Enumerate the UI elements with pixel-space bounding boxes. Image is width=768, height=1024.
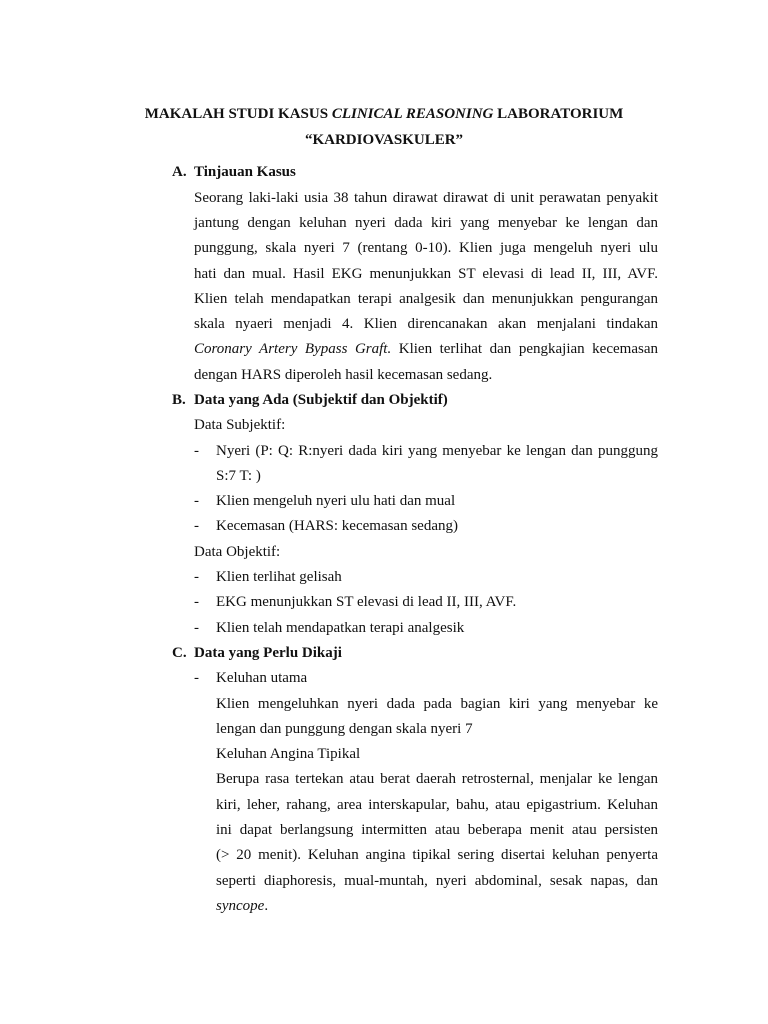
list-dash: - bbox=[194, 620, 199, 636]
angina-italic-term: syncope bbox=[216, 898, 265, 914]
section-c-heading: Data yang Perlu Dikaji bbox=[194, 645, 342, 661]
list-item: Kecemasan (HARS: kecemasan sedang) bbox=[216, 518, 458, 534]
section-a-line-rest: Klien terlihat dan pengkajian kecemasan bbox=[391, 341, 658, 357]
angina-line: seperti diaphoresis, mual-muntah, nyeri abdominal, sesak napas, dan bbox=[216, 873, 658, 889]
angina-line-last bbox=[216, 896, 268, 916]
document-subtitle: “KARDIOVASKULER” bbox=[304, 132, 464, 148]
title-text-end: LABORATORIUM bbox=[493, 106, 624, 122]
objective-label: Data Objektif: bbox=[194, 544, 281, 560]
angina-line: ini dapat berlangsung intermitten atau beberapa menit atau persisten bbox=[216, 822, 658, 838]
list-dash: - bbox=[194, 569, 199, 585]
title-italic-text: CLINICAL REASONING bbox=[331, 106, 494, 122]
list-item-continued: S:7 T: ) bbox=[216, 468, 261, 484]
list-dash: - bbox=[194, 443, 199, 459]
section-a-line: Seorang laki-laki usia 38 tahun dirawat dirawat di unit perawatan penyakit bbox=[194, 190, 658, 206]
list-item: EKG menunjukkan ST elevasi di lead II, III, AVF. bbox=[216, 594, 517, 610]
angina-line: kiri, leher, rahang, area interskapular, bahu, atau epigastrium. Keluhan bbox=[216, 797, 658, 813]
section-a-heading: Tinjauan Kasus bbox=[194, 164, 296, 180]
list-dash: - bbox=[194, 493, 199, 509]
list-dash: - bbox=[194, 518, 199, 534]
section-a-line: jantung dengan keluhan nyeri dada kiri yang menyebar ke lengan dan bbox=[194, 215, 658, 231]
angina-line: Berupa rasa tertekan atau berat daerah retrosternal, menjalar ke lengan bbox=[216, 771, 658, 787]
list-item: Nyeri (P: Q: R:nyeri dada kiri yang menyebar ke lengan dan punggung bbox=[216, 443, 658, 459]
section-b-heading: Data yang Ada (Subjektif dan Objektif) bbox=[194, 392, 448, 408]
section-a-line bbox=[194, 339, 658, 359]
section-a-line: punggung, skala nyeri 7 (rentang 0-10). Klien juga mengeluh nyeri ulu bbox=[194, 240, 658, 256]
document-title bbox=[0, 104, 768, 124]
list-item: Klien telah mendapatkan terapi analgesik bbox=[216, 620, 465, 636]
angina-label: Keluhan Angina Tipikal bbox=[216, 746, 361, 762]
list-item: Klien terlihat gelisah bbox=[216, 569, 342, 585]
section-c-letter: C. bbox=[172, 645, 187, 661]
list-item: Klien mengeluh nyeri ulu hati dan mual bbox=[216, 493, 456, 509]
complaint-label: Keluhan utama bbox=[216, 670, 308, 686]
subjective-label: Data Subjektif: bbox=[194, 417, 286, 433]
list-dash: - bbox=[194, 670, 199, 686]
section-a-letter: A. bbox=[172, 164, 187, 180]
angina-line: (> 20 menit). Keluhan angina tipikal sering disertai keluhan penyerta bbox=[216, 847, 658, 863]
section-a-line: skala nyaeri menjadi 4. Klien direncanakan akan menjalani tindakan bbox=[194, 316, 658, 332]
section-a-line: hati dan mual. Hasil EKG menunjukkan ST elevasi di lead II, III, AVF. bbox=[194, 266, 658, 282]
list-dash: - bbox=[194, 594, 199, 610]
title-text: MAKALAH STUDI KASUS bbox=[144, 106, 332, 122]
section-a-line: dengan HARS diperoleh hasil kecemasan sedang. bbox=[194, 367, 493, 383]
section-a-italic-term: Coronary Artery Bypass Graft. bbox=[194, 341, 392, 357]
angina-line-end: . bbox=[264, 898, 269, 914]
section-a-line: Klien telah mendapatkan terapi analgesik dan menunjukkan pengurangan bbox=[194, 291, 658, 307]
section-b-letter: B. bbox=[172, 392, 186, 408]
complaint-line: lengan dan punggung dengan skala nyeri 7 bbox=[216, 721, 473, 737]
complaint-line: Klien mengeluhkan nyeri dada pada bagian kiri yang menyebar ke bbox=[216, 696, 658, 712]
